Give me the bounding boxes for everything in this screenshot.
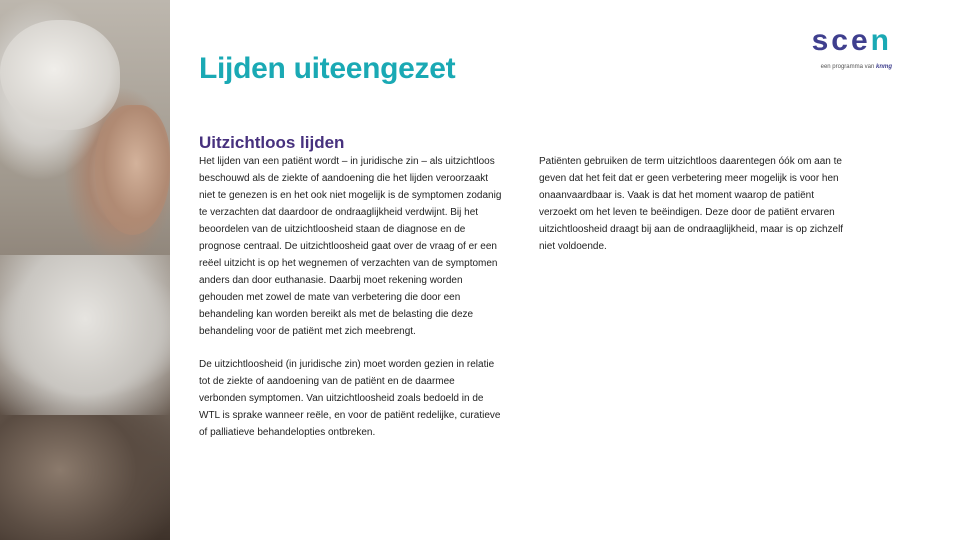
logo-letter-s: s	[811, 24, 832, 57]
face-shape	[95, 105, 170, 235]
shirt-shape	[0, 255, 170, 415]
left-paragraph-1: Het lijden van een patiënt wordt – in juridische zin – als uitzichtloos beschouwd als de ziekte of aandoening die het lijden veroorzaakt niet te genezen is en het ook niet mogelijk is de symptomen zodanig te verzachten dat daardoor de ondraaglijkheid verdwijnt. Bij het beoordelen van de uitzichtloosheid staan de diagnose en de prognose centraal. De uitzichtloosheid gaat over de vraag of er een reëel uitzicht is op het wegnemen of verzachten van de symptomen anders dan door euthanasie. Daarbij moet rekening worden gehouden met zowel de mate van verbetering die door een behandeling kan worden bereikt als met de belasting die deze behandeling voor de patiënt met zich meebrengt.	[199, 156, 502, 337]
logo-letter-c: c	[831, 24, 851, 57]
logo-tagline-brand: knmg	[875, 64, 892, 70]
logo-tagline-prefix: een programma van	[820, 64, 875, 70]
elderly-patient-photo	[0, 0, 170, 540]
logo-tagline	[796, 64, 892, 70]
section-heading: Uitzichtloos lijden	[199, 133, 345, 152]
left-text-column	[199, 153, 504, 457]
pillow-shape	[0, 20, 120, 130]
scen-logo	[796, 24, 892, 70]
logo-wordmark	[796, 24, 892, 58]
right-text-column	[539, 153, 849, 271]
right-paragraph-1: Patiënten gebruiken de term uitzichtloos daarentegen óók om aan te geven dat het feit dat er geen verbetering meer mogelijk is voor hen onaanvaardbaar is. Vaak is dat het moment waarop de patiënt verzoekt om het leven te beëindigen. Deze door de patiënt ervaren uitzichtloosheid draagt bij aan de ondraaglijkheid, maar is op zichzelf niet voldoende.	[539, 156, 844, 252]
logo-letter-e: e	[850, 24, 871, 57]
left-paragraph-2: De uitzichtloosheid (in juridische zin) moet worden gezien in relatie tot de ziekte of aandoening van de patiënt en de daarmee verbonden symptomen. Van uitzichtloosheid zoals bedoeld in de WTL is sprake wanneer reële, en voor de patiënt redelijke, curatieve of palliatieve behandelopties ontbreken.	[199, 359, 501, 438]
logo-letter-n: n	[870, 24, 892, 57]
slide-title: Lijden uiteengezet	[199, 52, 456, 85]
